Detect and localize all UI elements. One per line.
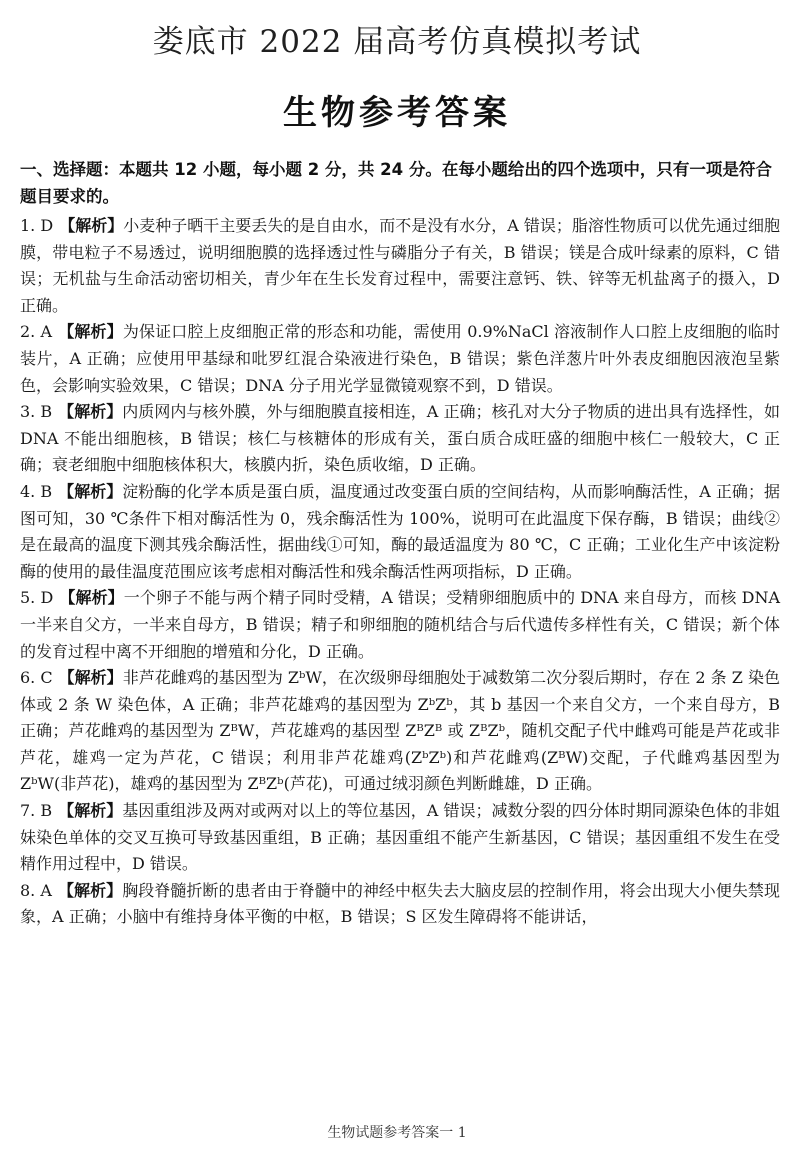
answer-item-4: [20, 479, 780, 585]
answer-item-3: [20, 399, 780, 479]
answer-number: 1. D: [20, 216, 54, 235]
answer-number: 3. B: [20, 402, 53, 422]
answer-item-1: [20, 213, 780, 319]
answer-number: 8. A: [20, 880, 52, 900]
answer-explanation: 淀粉酶的化学本质是蛋白质，温度通过改变蛋白质的空间结构，从而影响酶活性，A 正确；据图可知，30 ℃条件下相对酶活性为 0，残余酶活性为 100%，说明可在此温度下保存酶，B 错误；曲线②是在最高的温度下测其残余酶活性，据曲线①可知，酶的最适温度为 80 ℃，C 正确；工业化生产中该淀粉酶的使用的最佳温度范围应该考虑相对酶活性和残余酶活性两项指标，D 正确。: [20, 481, 780, 581]
analysis-tag: 【解析】: [58, 481, 123, 501]
answer-item-5: [20, 585, 780, 665]
answer-item-6: [20, 665, 780, 798]
answer-explanation: 非芦花雌鸡的基因型为 ZᵇW，在次级卵母细胞处于减数第二次分裂后期时，存在 2 条 Z 染色体或 2 条 W 染色体，A 正确；非芦花雄鸡的基因型为 ZᵇZᵇ，其 b 基因一个来自父方，一个来自母方，B 正确；芦花雌鸡的基因型为 ZᴮW，芦花雄鸡的基因型 ZᴮZᴮ 或 ZᴮZᵇ，随机交配子代中雌鸡可能是芦花或非芦花，雄鸡一定为芦花，C 错误；利用非芦花雄鸡(ZᵇZᵇ)和芦花雌鸡(ZᴮW)交配，子代雌鸡基因型为 ZᵇW(非芦花)，雄鸡的基因型为 ZᴮZᵇ(芦花)，可通过绒羽颜色判断雌雄，D 正确。: [20, 668, 780, 794]
analysis-tag: 【解析】: [59, 588, 124, 608]
answer-explanation: 为保证口腔上皮细胞正常的形态和功能，需使用 0.9%NaCl 溶液制作人口腔上皮细胞的临时装片，A 正确；应使用甲基绿和吡罗红混合染液进行染色，B 错误；紫色洋葱片叶外表皮细胞因液泡呈紫色，会影响实验效果，C 错误；DNA 分子用光学显微镜观察不到，D 错误。: [20, 322, 780, 395]
answer-number: 5. D: [20, 588, 54, 608]
analysis-tag: 【解析】: [57, 880, 123, 900]
exam-title: 娄底市 2022 届高考仿真模拟考试: [152, 24, 642, 60]
answer-item-8: [20, 878, 780, 931]
analysis-tag: 【解析】: [59, 216, 124, 235]
answer-number: 4. B: [20, 481, 53, 501]
answer-explanation: 小麦种子晒干主要丢失的是自由水，而不是没有水分，A 错误；脂溶性物质可以优先通过细胞膜，带电粒子不易透过，说明细胞膜的选择透过性与磷脂分子有关，B 错误；镁是合成叶绿素的原料，C 错误；无机盐与生命活动密切相关，青少年在生长发育过程中，需要注意钙、铁、锌等无机盐离子的摄入，D 正确。: [20, 216, 780, 315]
page-footer: 生物试题参考答案一 1: [327, 1125, 467, 1141]
answer-explanation: 一个卵子不能与两个精子同时受精，A 错误；受精卵细胞质中的 DNA 来自母方，而核 DNA 一半来自父方，一半来自母方，B 错误；精子和卵细胞的随机结合与后代遗传多样性有关，C 错误；新个体的发育过程中离不开细胞的增殖和分化，D 正确。: [20, 588, 780, 661]
analysis-tag: 【解析】: [58, 402, 123, 422]
analysis-tag: 【解析】: [58, 668, 123, 688]
answer-explanation: 基因重组涉及两对或两对以上的等位基因，A 错误；减数分裂的四分体时期同源染色体的非姐妹染色单体的交叉互换可导致基因重组，B 正确；基因重组不能产生新基因，C 错误；基因重组不发生在受精作用过程中，D 错误。: [20, 801, 780, 874]
section-heading: 一、选择题：本题共 12 小题，每小题 2 分，共 24 分。在每小题给出的四个选项中，只有一项是符合题目要求的。: [20, 160, 772, 206]
answer-number: 2. A: [20, 322, 53, 342]
answer-explanation: 胸段脊髓折断的患者由于脊髓中的神经中枢失去大脑皮层的控制作用，将会出现大小便失禁现象，A 正确；小脑中有维持身体平衡的中枢，B 错误；S 区发生障碍将不能讲话，: [20, 880, 780, 927]
answer-item-7: [20, 798, 780, 878]
answer-explanation: 内质网内与核外膜，外与细胞膜直接相连，A 正确；核孔对大分子物质的进出具有选择性，如 DNA 不能出细胞核，B 错误；核仁与核糖体的形成有关，蛋白质合成旺盛的细胞中核仁一般较大，C 正确；衰老细胞中细胞核体积大，核膜内折，染色质收缩，D 正确。: [20, 402, 780, 475]
analysis-tag: 【解析】: [58, 322, 123, 342]
answer-key-heading: 生物参考答案: [283, 93, 511, 133]
analysis-tag: 【解析】: [58, 801, 123, 821]
answer-list: [20, 213, 780, 931]
answer-number: 7. B: [20, 801, 53, 821]
answer-item-2: [20, 319, 780, 399]
answer-number: 6. C: [20, 668, 53, 688]
